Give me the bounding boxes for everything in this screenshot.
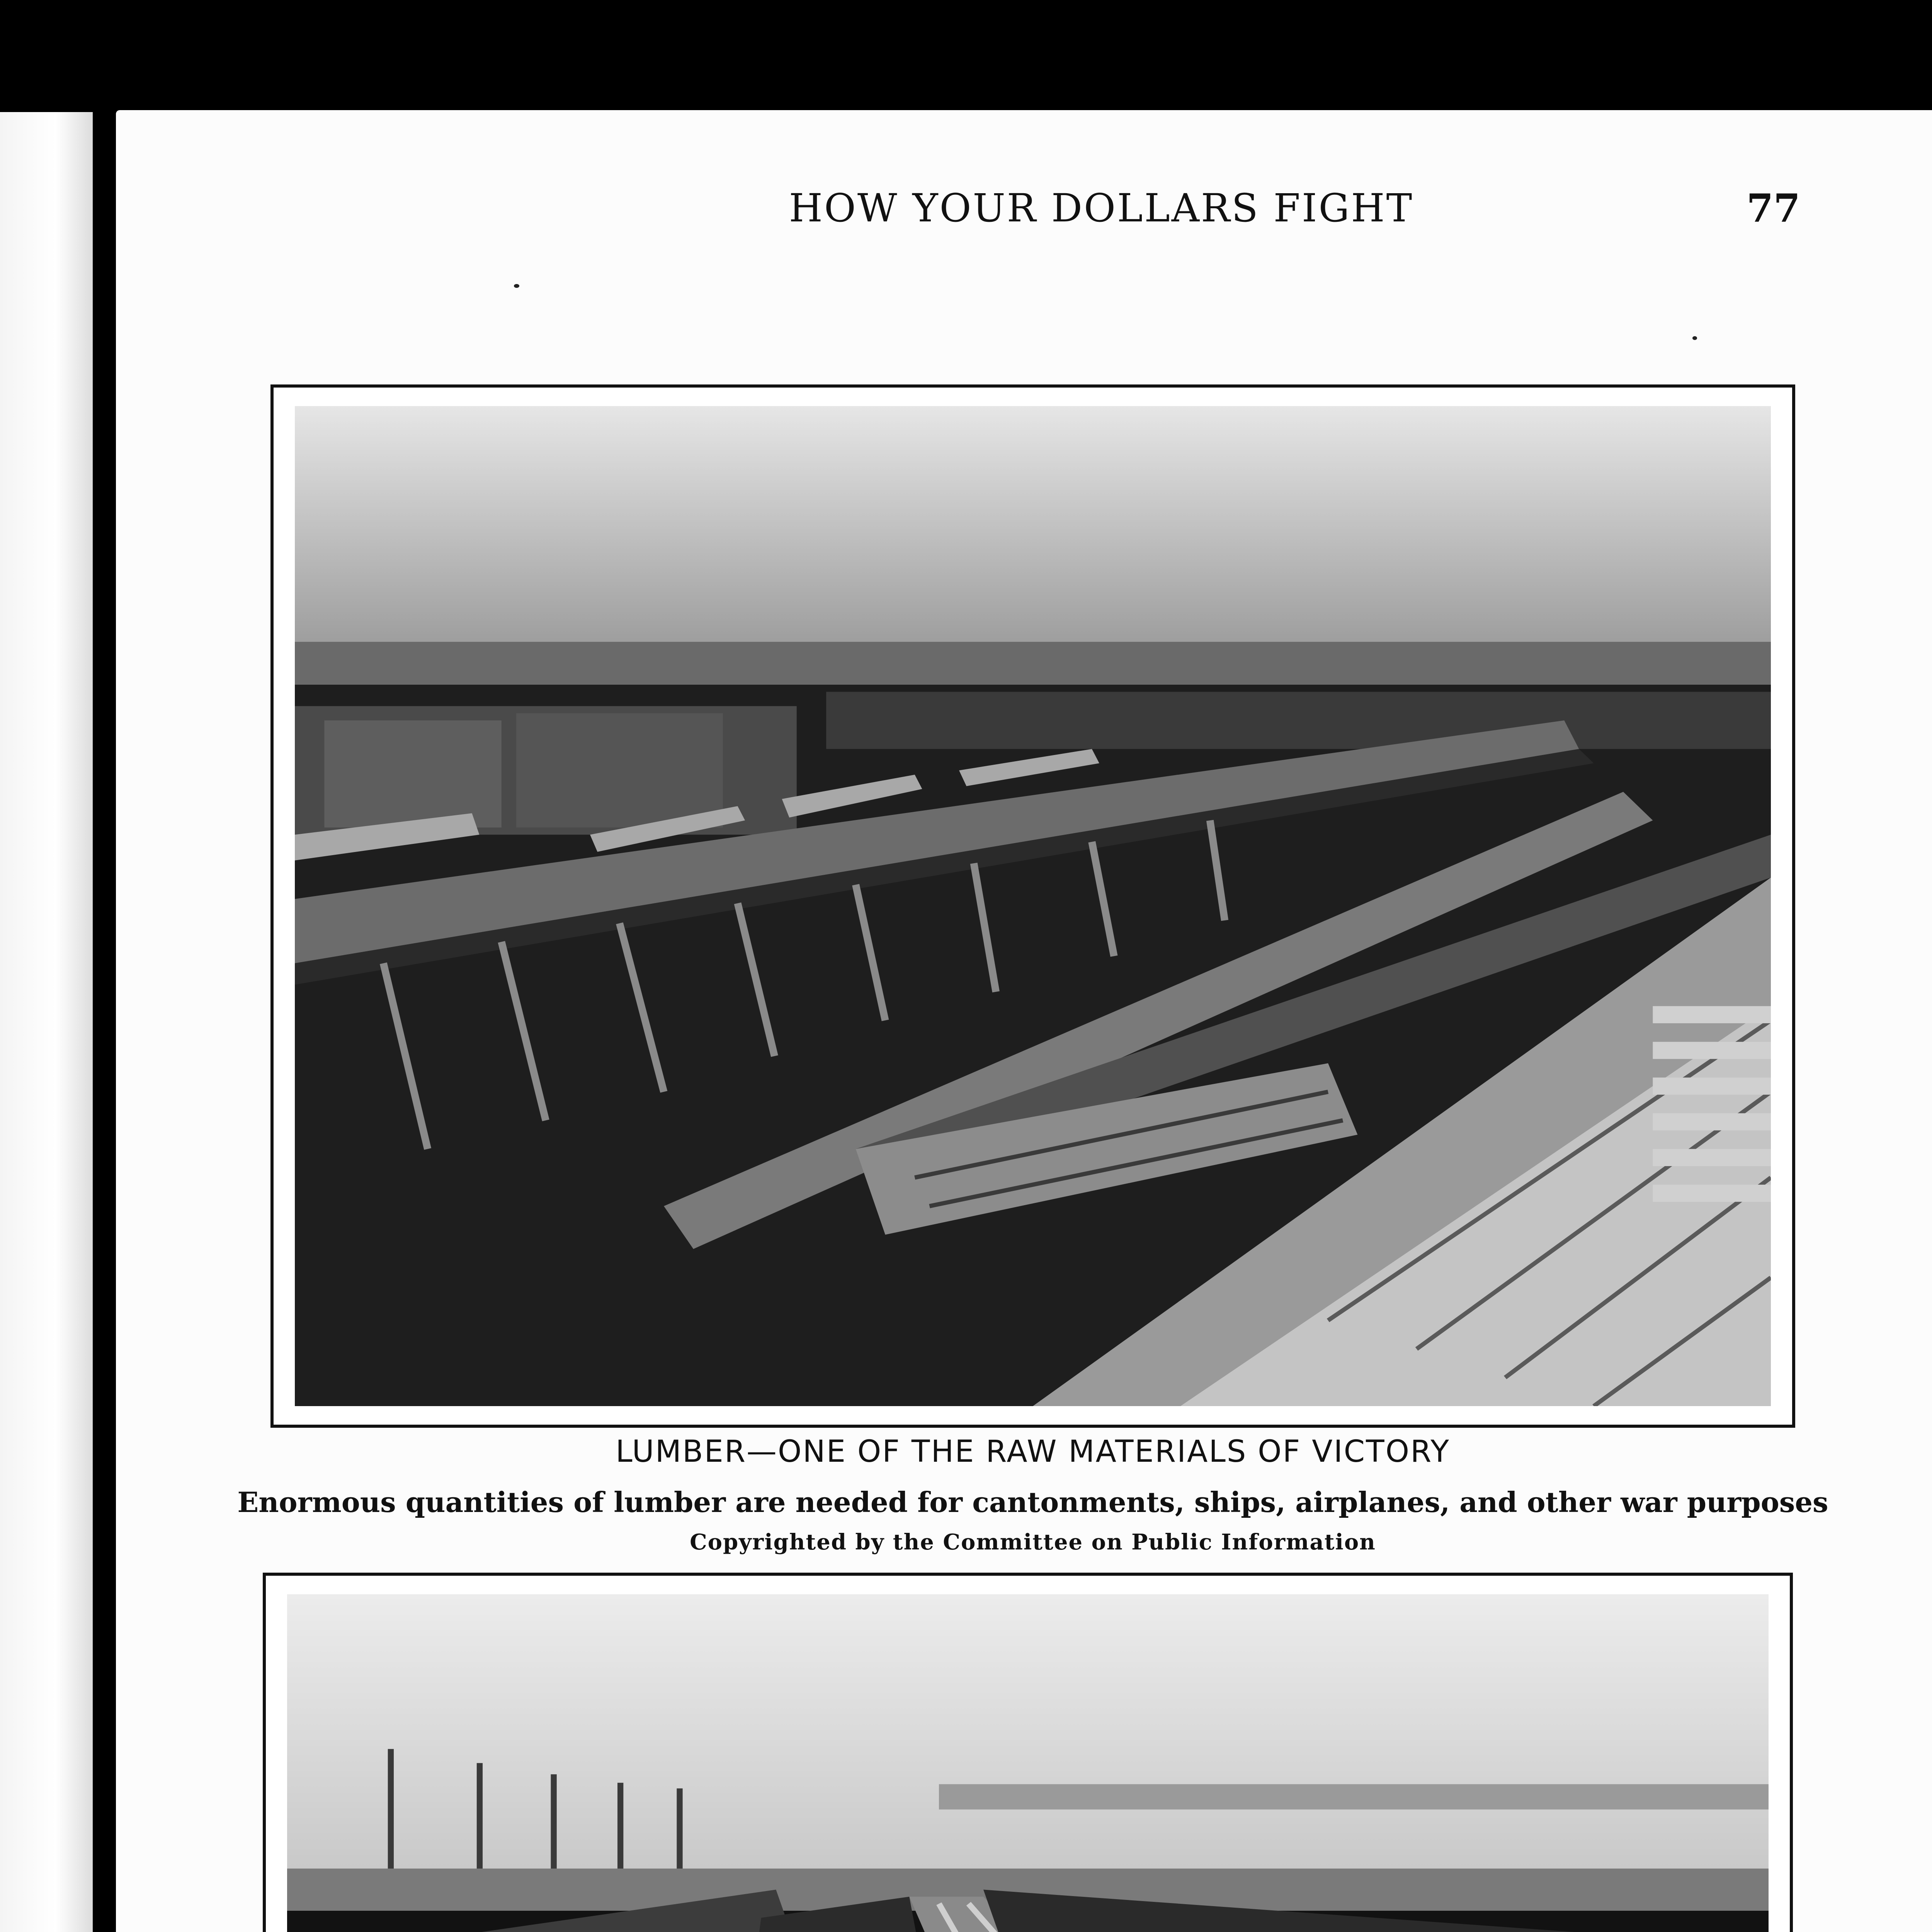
scan-speck	[514, 284, 519, 288]
running-head: HOW YOUR DOLLARS FIGHT	[789, 185, 1414, 231]
coal-photo-plate	[263, 1573, 1793, 1932]
scan-speck	[1692, 336, 1697, 340]
lumber-photo-plate	[270, 384, 1795, 1428]
lumber-photograph	[295, 406, 1771, 1406]
lumber-caption-text: Enormous quantities of lumber are needed for cantonments, ships, airplanes, and other war purposes	[237, 1486, 1828, 1519]
page-number: 77	[1747, 185, 1801, 231]
coal-photograph	[287, 1594, 1769, 1932]
facing-page-edge	[0, 112, 93, 1932]
lumber-caption-title: LUMBER—ONE OF THE RAW MATERIALS OF VICTORY	[616, 1434, 1450, 1469]
lumber-photo-credit: Copyrighted by the Committee on Public Information	[690, 1529, 1376, 1555]
